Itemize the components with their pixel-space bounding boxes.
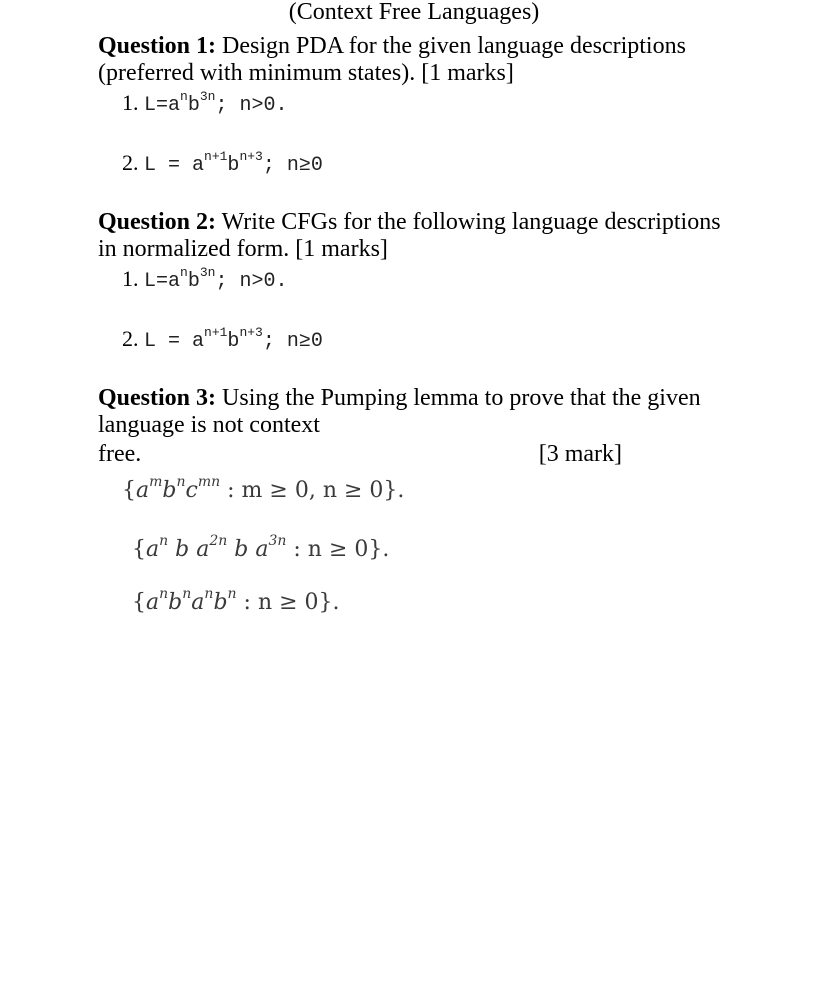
question-3	[98, 385, 728, 439]
question-3-marks: [3 mark]	[538, 441, 622, 467]
question-2-item-1: 1. $L=a^nb^{3n}$; n>0.	[122, 265, 288, 293]
question-2	[98, 209, 738, 263]
question-1-item-1: 1. $L=a^nb^{3n}$; n>0.	[122, 89, 288, 117]
question-2-item-2: 2. $L = a^{n+1}b^{n+3}$; n≥0	[122, 325, 323, 353]
language-2: {$a^n$ b $a^{2n}$ b $a^{3n}$ : n ≥ 0}.	[132, 532, 390, 562]
question-2-label: Question 2:	[98, 209, 217, 235]
question-2-text: Write CFGs for the following language descriptions in normalized form. [1 marks]	[98, 209, 721, 262]
question-3-tail-row	[98, 441, 622, 468]
question-1-label: Question 1:	[98, 33, 217, 59]
language-3: {$a^nb^na^nb^n$ : n ≥ 0}.	[132, 585, 340, 615]
question-1	[98, 33, 738, 87]
question-3-label: Question 3:	[98, 385, 217, 411]
language-1: {$a^mb^nc^{mn}$ : m ≥ 0, n ≥ 0}.	[122, 473, 405, 503]
question-3-tail: free.	[98, 441, 142, 467]
question-1-item-2: 2. $L = a^{n+1}b^{n+3}$; n≥0	[122, 149, 323, 177]
question-1-text: Design PDA for the given language descriptions (preferred with minimum states). [1 marks]	[98, 33, 686, 86]
section-subtitle: (Context Free Languages)	[288, 0, 540, 25]
question-3-text: Using the Pumping lemma to prove that the given language is not context	[98, 385, 701, 438]
